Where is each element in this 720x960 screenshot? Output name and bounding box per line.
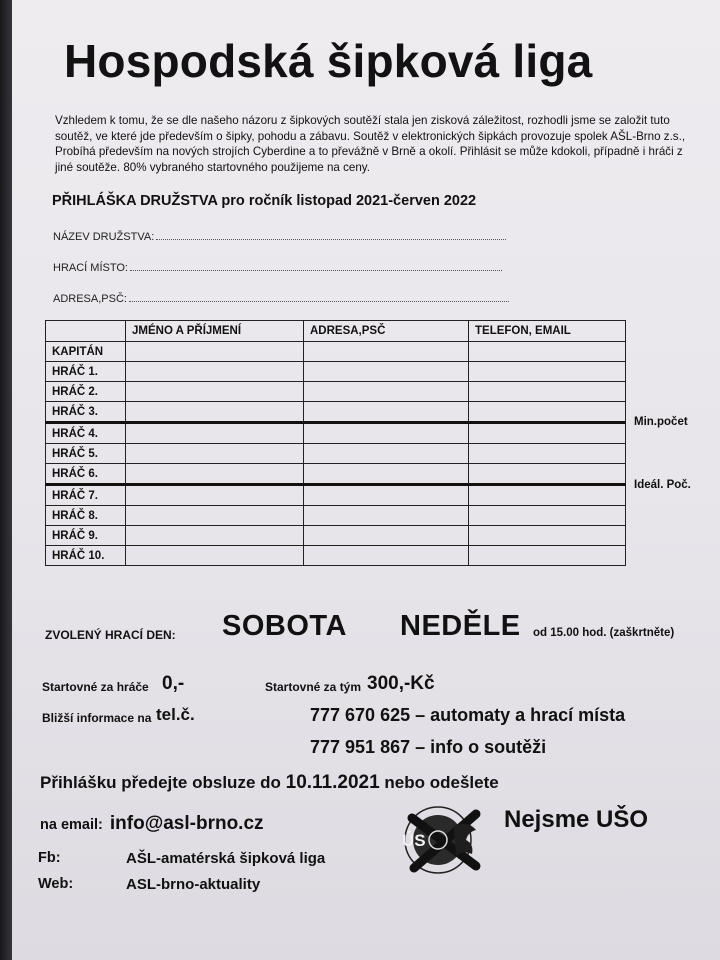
logo-letters: ÚS bbox=[402, 831, 426, 850]
table-header-cell: ADRESA,PSČ bbox=[304, 321, 469, 342]
table-cell[interactable] bbox=[469, 464, 626, 485]
deadline-line bbox=[40, 772, 499, 794]
deadline-date: 10.11.2021 bbox=[285, 772, 380, 793]
web-link[interactable]: ASL-brno-aktuality bbox=[126, 876, 261, 893]
row-label: HRÁČ 8. bbox=[46, 506, 126, 526]
row-label: HRÁČ 7. bbox=[46, 485, 126, 506]
row-label: HRÁČ 5. bbox=[46, 444, 126, 464]
play-day-note: od 15.00 hod. (zaškrtněte) bbox=[533, 627, 675, 639]
table-cell[interactable] bbox=[469, 402, 626, 423]
row-label: HRÁČ 4. bbox=[46, 423, 126, 444]
address-dots bbox=[129, 293, 509, 302]
table-cell[interactable] bbox=[304, 382, 469, 402]
table-cell[interactable] bbox=[126, 362, 304, 382]
table-row bbox=[46, 342, 626, 362]
form-heading: PŘIHLÁŠKA DRUŽSTVA pro ročník listopad 2021-červen 2022 bbox=[52, 193, 477, 209]
venue-field bbox=[53, 262, 502, 274]
row-label: HRÁČ 9. bbox=[46, 526, 126, 546]
table-row bbox=[46, 382, 626, 402]
table-cell[interactable] bbox=[126, 382, 304, 402]
table-cell[interactable] bbox=[126, 485, 304, 506]
table-cell[interactable] bbox=[304, 464, 469, 485]
row-label: HRÁČ 6. bbox=[46, 464, 126, 485]
email-link[interactable]: info@asl-brno.cz bbox=[109, 813, 264, 834]
table-cell[interactable] bbox=[126, 546, 304, 566]
registration-sheet bbox=[12, 0, 720, 960]
table-cell[interactable] bbox=[304, 362, 469, 382]
page-title: Hospodská šipková liga bbox=[64, 35, 593, 87]
table-cell[interactable] bbox=[304, 444, 469, 464]
saturday-option[interactable]: SOBOTA bbox=[222, 610, 347, 642]
info-phone-2: 777 951 867 – info o soutěži bbox=[310, 737, 547, 757]
play-day-label: ZVOLENÝ HRACÍ DEN: bbox=[45, 628, 176, 642]
min-count-label: Min.počet bbox=[634, 416, 688, 428]
venue-label: HRACÍ MÍSTO: bbox=[53, 262, 128, 274]
team-fee-value: 300,-Kč bbox=[367, 673, 435, 694]
table-cell[interactable] bbox=[469, 362, 626, 382]
ideal-count-label: Ideál. Poč. bbox=[634, 479, 691, 491]
table-cell[interactable] bbox=[126, 526, 304, 546]
table-row bbox=[46, 506, 626, 526]
team-name-field bbox=[53, 231, 506, 243]
team-fee-label: Startovné za tým bbox=[265, 680, 362, 694]
table-header-cell: JMÉNO A PŘÍJMENÍ bbox=[126, 321, 304, 342]
table-cell[interactable] bbox=[469, 444, 626, 464]
table-cell[interactable] bbox=[304, 526, 469, 546]
player-fee-value: 0,- bbox=[162, 673, 185, 694]
table-cell[interactable] bbox=[304, 546, 469, 566]
table-row bbox=[46, 362, 626, 382]
table-row bbox=[46, 423, 626, 444]
intro-paragraph: Vzhledem k tomu, že se dle našeho názoru z šipkových soutěží stala jen zisková záležitost, rozhodli jsme se založit tuto soutěž, ve které jde především o šipky, pohodu a zábavu. Soutěž v elektronických šipkách provozuje spolek AŠL-Brno z.s., Probíhá především na nových strojích Cyberdine a to převážně v Brně a okolí. Přihlásit se může kdokoli, případně i hráči z jiné soutěže. 80% vybraného startovného použijeme na ceny. bbox=[55, 114, 686, 174]
table-cell[interactable] bbox=[126, 423, 304, 444]
table-cell[interactable] bbox=[469, 423, 626, 444]
sunday-option[interactable]: NEDĚLE bbox=[400, 610, 521, 642]
table-cell[interactable] bbox=[304, 485, 469, 506]
table-cell[interactable] bbox=[126, 444, 304, 464]
table-header-row bbox=[46, 321, 626, 342]
slogan: Nejsme UŠO bbox=[504, 806, 649, 833]
info-phone-1: 777 670 625 – automaty a hrací místa bbox=[310, 705, 626, 725]
team-name-dots bbox=[156, 231, 506, 240]
table-cell[interactable] bbox=[469, 342, 626, 362]
email-label: na email: bbox=[40, 817, 103, 833]
table-cell[interactable] bbox=[469, 382, 626, 402]
row-label: HRÁČ 1. bbox=[46, 362, 126, 382]
row-label: HRÁČ 10. bbox=[46, 546, 126, 566]
table-row bbox=[46, 526, 626, 546]
table-row bbox=[46, 402, 626, 423]
table-cell[interactable] bbox=[469, 526, 626, 546]
venue-dots bbox=[130, 262, 502, 271]
table-row bbox=[46, 546, 626, 566]
row-label: HRÁČ 2. bbox=[46, 382, 126, 402]
table-cell[interactable] bbox=[126, 464, 304, 485]
deadline-suffix: nebo odešlete bbox=[384, 773, 499, 792]
deadline-text: Přihlášku předejte obsluze do bbox=[40, 773, 281, 792]
table-header-cell bbox=[46, 321, 126, 342]
team-name-label: NÁZEV DRUŽSTVA: bbox=[53, 231, 155, 243]
table-row bbox=[46, 485, 626, 506]
table-cell[interactable] bbox=[304, 402, 469, 423]
table-cell[interactable] bbox=[304, 506, 469, 526]
table-cell[interactable] bbox=[469, 485, 626, 506]
table-cell[interactable] bbox=[126, 342, 304, 362]
info-tel-label: tel.č. bbox=[156, 705, 195, 724]
player-fee-label: Startovné za hráče bbox=[42, 680, 149, 694]
web-label: Web: bbox=[38, 876, 74, 892]
table-cell[interactable] bbox=[126, 506, 304, 526]
info-label: Bližší informace na bbox=[42, 711, 152, 725]
fb-label: Fb: bbox=[38, 850, 61, 866]
usa-logo-icon bbox=[398, 804, 494, 876]
table-row bbox=[46, 444, 626, 464]
table-header-cell: TELEFON, EMAIL bbox=[469, 321, 626, 342]
email-line bbox=[40, 813, 264, 835]
table-cell[interactable] bbox=[304, 423, 469, 444]
table-cell[interactable] bbox=[304, 342, 469, 362]
table-row bbox=[46, 464, 626, 485]
table-cell[interactable] bbox=[469, 546, 626, 566]
address-field bbox=[53, 293, 509, 305]
row-label: KAPITÁN bbox=[46, 342, 126, 362]
address-label: ADRESA,PSČ: bbox=[53, 293, 127, 305]
table-cell[interactable] bbox=[126, 402, 304, 423]
fb-link[interactable]: AŠL-amatérská šipková liga bbox=[126, 850, 326, 867]
table-cell[interactable] bbox=[469, 506, 626, 526]
row-label: HRÁČ 3. bbox=[46, 402, 126, 423]
player-table bbox=[45, 320, 626, 566]
